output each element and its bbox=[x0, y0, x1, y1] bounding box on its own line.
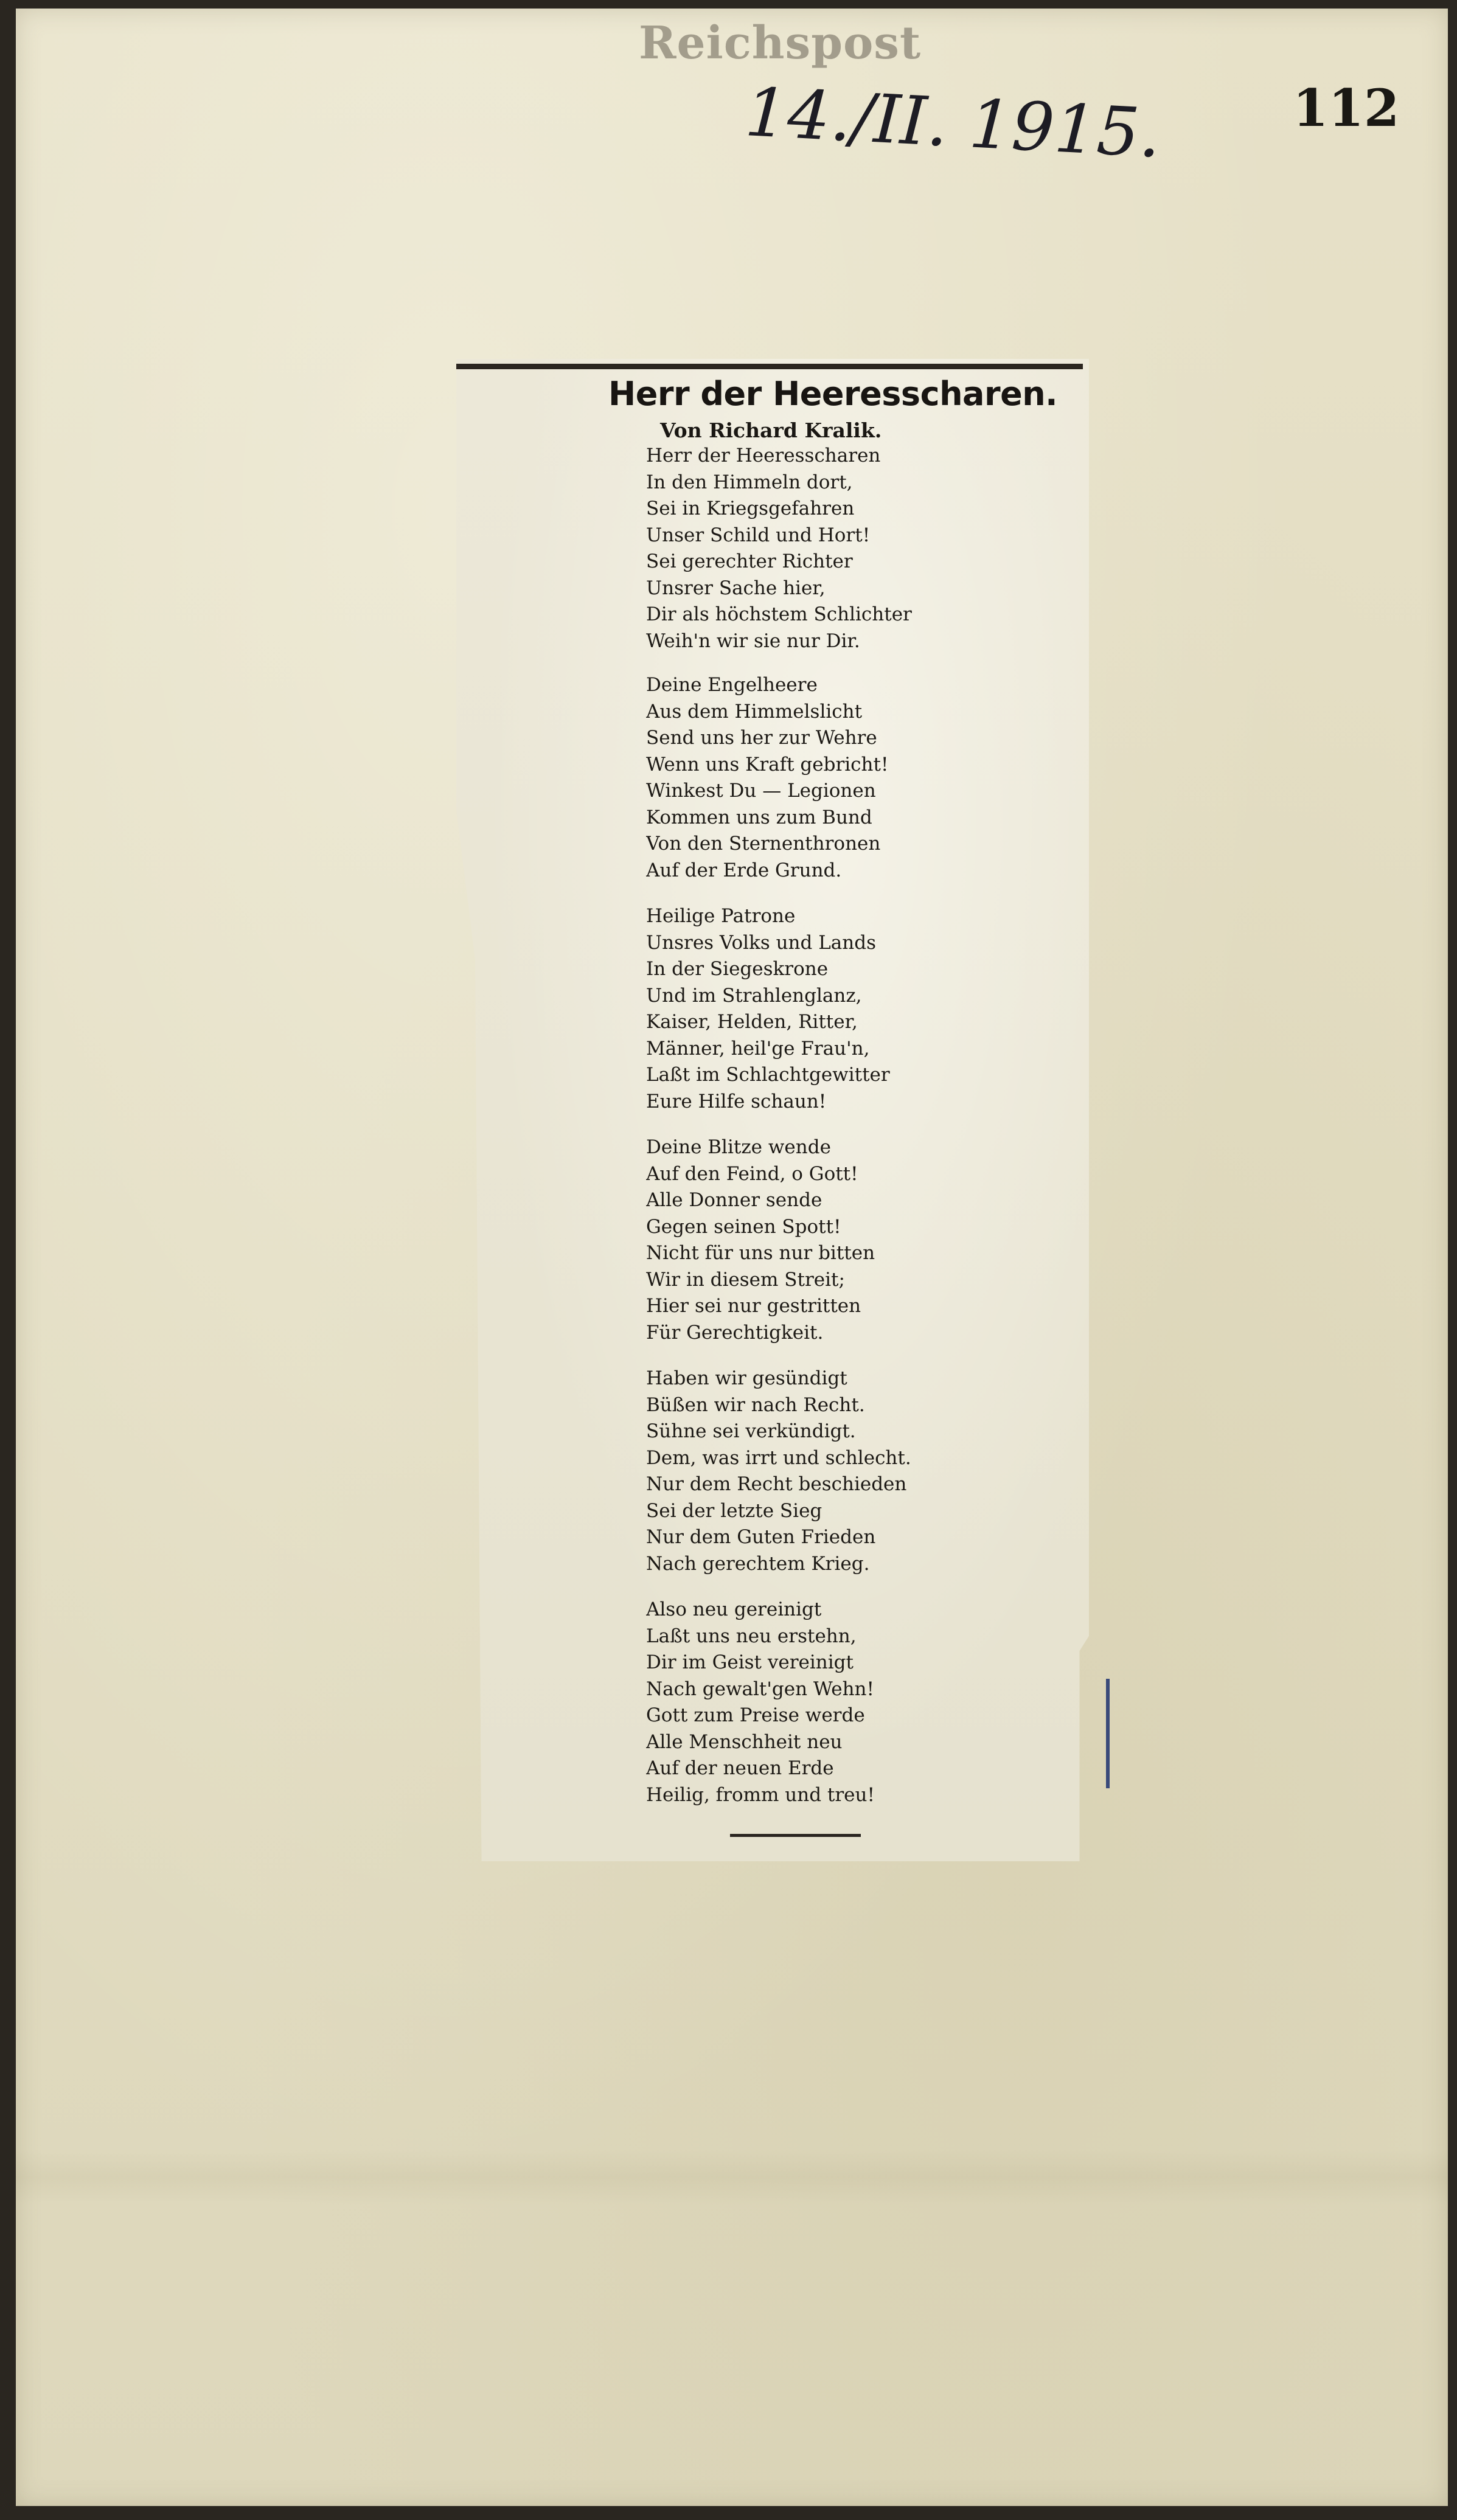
poem-line: Sei der letzte Sieg bbox=[646, 1499, 822, 1522]
poem-title: Herr der Heeresscharen. bbox=[608, 375, 1058, 413]
poem-line: Laßt im Schlachtgewitter bbox=[646, 1064, 890, 1086]
poem-line: Kommen uns zum Bund bbox=[646, 806, 872, 828]
poem-line: Gott zum Preise werde bbox=[646, 1704, 865, 1726]
poem-line: Nach gerechtem Krieg. bbox=[646, 1552, 870, 1575]
poem-line: Send uns her zur Wehre bbox=[646, 727, 877, 749]
stanza-5 bbox=[646, 1366, 1011, 1577]
poem-line: Also neu gereinigt bbox=[646, 1598, 822, 1620]
poem-line: In den Himmeln dort, bbox=[646, 471, 853, 493]
poem-line: Deine Blitze wende bbox=[646, 1136, 831, 1158]
poem-line: Herr der Heeresscharen bbox=[646, 445, 881, 467]
poem-line: Eure Hilfe schaun! bbox=[646, 1090, 827, 1112]
poem-line: Aus dem Himmelslicht bbox=[646, 700, 863, 723]
stanza-4 bbox=[646, 1134, 1011, 1346]
poem-line: Auf der Erde Grund. bbox=[646, 859, 842, 881]
poem-line: Kaiser, Helden, Ritter, bbox=[646, 1011, 858, 1033]
poem-line: Nur dem Recht beschieden bbox=[646, 1473, 907, 1495]
poem-line: Dir als höchstem Schlichter bbox=[646, 603, 912, 625]
poem-line: Wir in diesem Streit; bbox=[646, 1268, 845, 1291]
poem-line: Hier sei nur gestritten bbox=[646, 1295, 861, 1317]
poem-line: Auf der neuen Erde bbox=[646, 1757, 834, 1779]
clipping-edge-mark bbox=[1106, 1679, 1110, 1788]
poem-line: Haben wir gesündigt bbox=[646, 1367, 847, 1389]
poem-line: Sei gerechter Richter bbox=[646, 550, 853, 572]
poem-line: Sühne sei verkündigt. bbox=[646, 1420, 856, 1442]
poem-line: Alle Donner sende bbox=[646, 1189, 822, 1211]
stanza-6 bbox=[646, 1597, 1011, 1808]
poem-line: Nach gewalt'gen Wehn! bbox=[646, 1678, 874, 1700]
poem-line: Unsres Volks und Lands bbox=[646, 931, 877, 954]
poem-end-rule bbox=[730, 1834, 861, 1837]
poem-line: Auf den Feind, o Gott! bbox=[646, 1162, 858, 1185]
poem-line: Alle Menschheit neu bbox=[646, 1730, 843, 1753]
poem-line: Unser Schild und Hort! bbox=[646, 524, 871, 546]
poem-line: Wenn uns Kraft gebricht! bbox=[646, 753, 889, 776]
clipping-top-rule bbox=[456, 364, 1083, 369]
poem-line: Unsrer Sache hier, bbox=[646, 577, 826, 599]
poem-line: Und im Strahlenglanz, bbox=[646, 984, 862, 1007]
newspaper-stamp: Reichspost bbox=[639, 17, 922, 69]
poem-line: Laßt uns neu erstehn, bbox=[646, 1625, 857, 1647]
poem-line: Weih'n wir sie nur Dir. bbox=[646, 630, 860, 652]
page-number: 112 bbox=[1293, 78, 1400, 138]
poem-line: Gegen seinen Spott! bbox=[646, 1215, 841, 1238]
poem-author: Von Richard Kralik. bbox=[660, 418, 882, 442]
poem-line: Männer, heil'ge Frau'n, bbox=[646, 1037, 870, 1060]
poem-line: Nicht für uns nur bitten bbox=[646, 1242, 875, 1264]
poem-line: Nur dem Guten Frieden bbox=[646, 1526, 876, 1548]
poem-line: Dir im Geist vereinigt bbox=[646, 1651, 854, 1673]
poem-line: Dem, was irrt und schlecht. bbox=[646, 1446, 911, 1469]
stanza-3 bbox=[646, 903, 1011, 1115]
poem-line: Für Gerechtigkeit. bbox=[646, 1321, 824, 1344]
poem-line: Winkest Du — Legionen bbox=[646, 780, 876, 802]
handwritten-date: 14./II. 1915. bbox=[743, 73, 1163, 173]
poem-line: Heilige Patrone bbox=[646, 905, 796, 927]
paper-fold-shadow bbox=[16, 2150, 1448, 2204]
stanza-1 bbox=[646, 443, 1011, 654]
poem-line: Deine Engelheere bbox=[646, 674, 818, 696]
poem-line: Büßen wir nach Recht. bbox=[646, 1394, 865, 1416]
stanza-2 bbox=[646, 672, 1011, 884]
poem-line: Sei in Kriegsgefahren bbox=[646, 498, 855, 519]
poem-line: Von den Sternenthronen bbox=[646, 833, 881, 855]
poem-line: In der Siegeskrone bbox=[646, 958, 829, 980]
poem-line: Heilig, fromm und treu! bbox=[646, 1783, 875, 1806]
